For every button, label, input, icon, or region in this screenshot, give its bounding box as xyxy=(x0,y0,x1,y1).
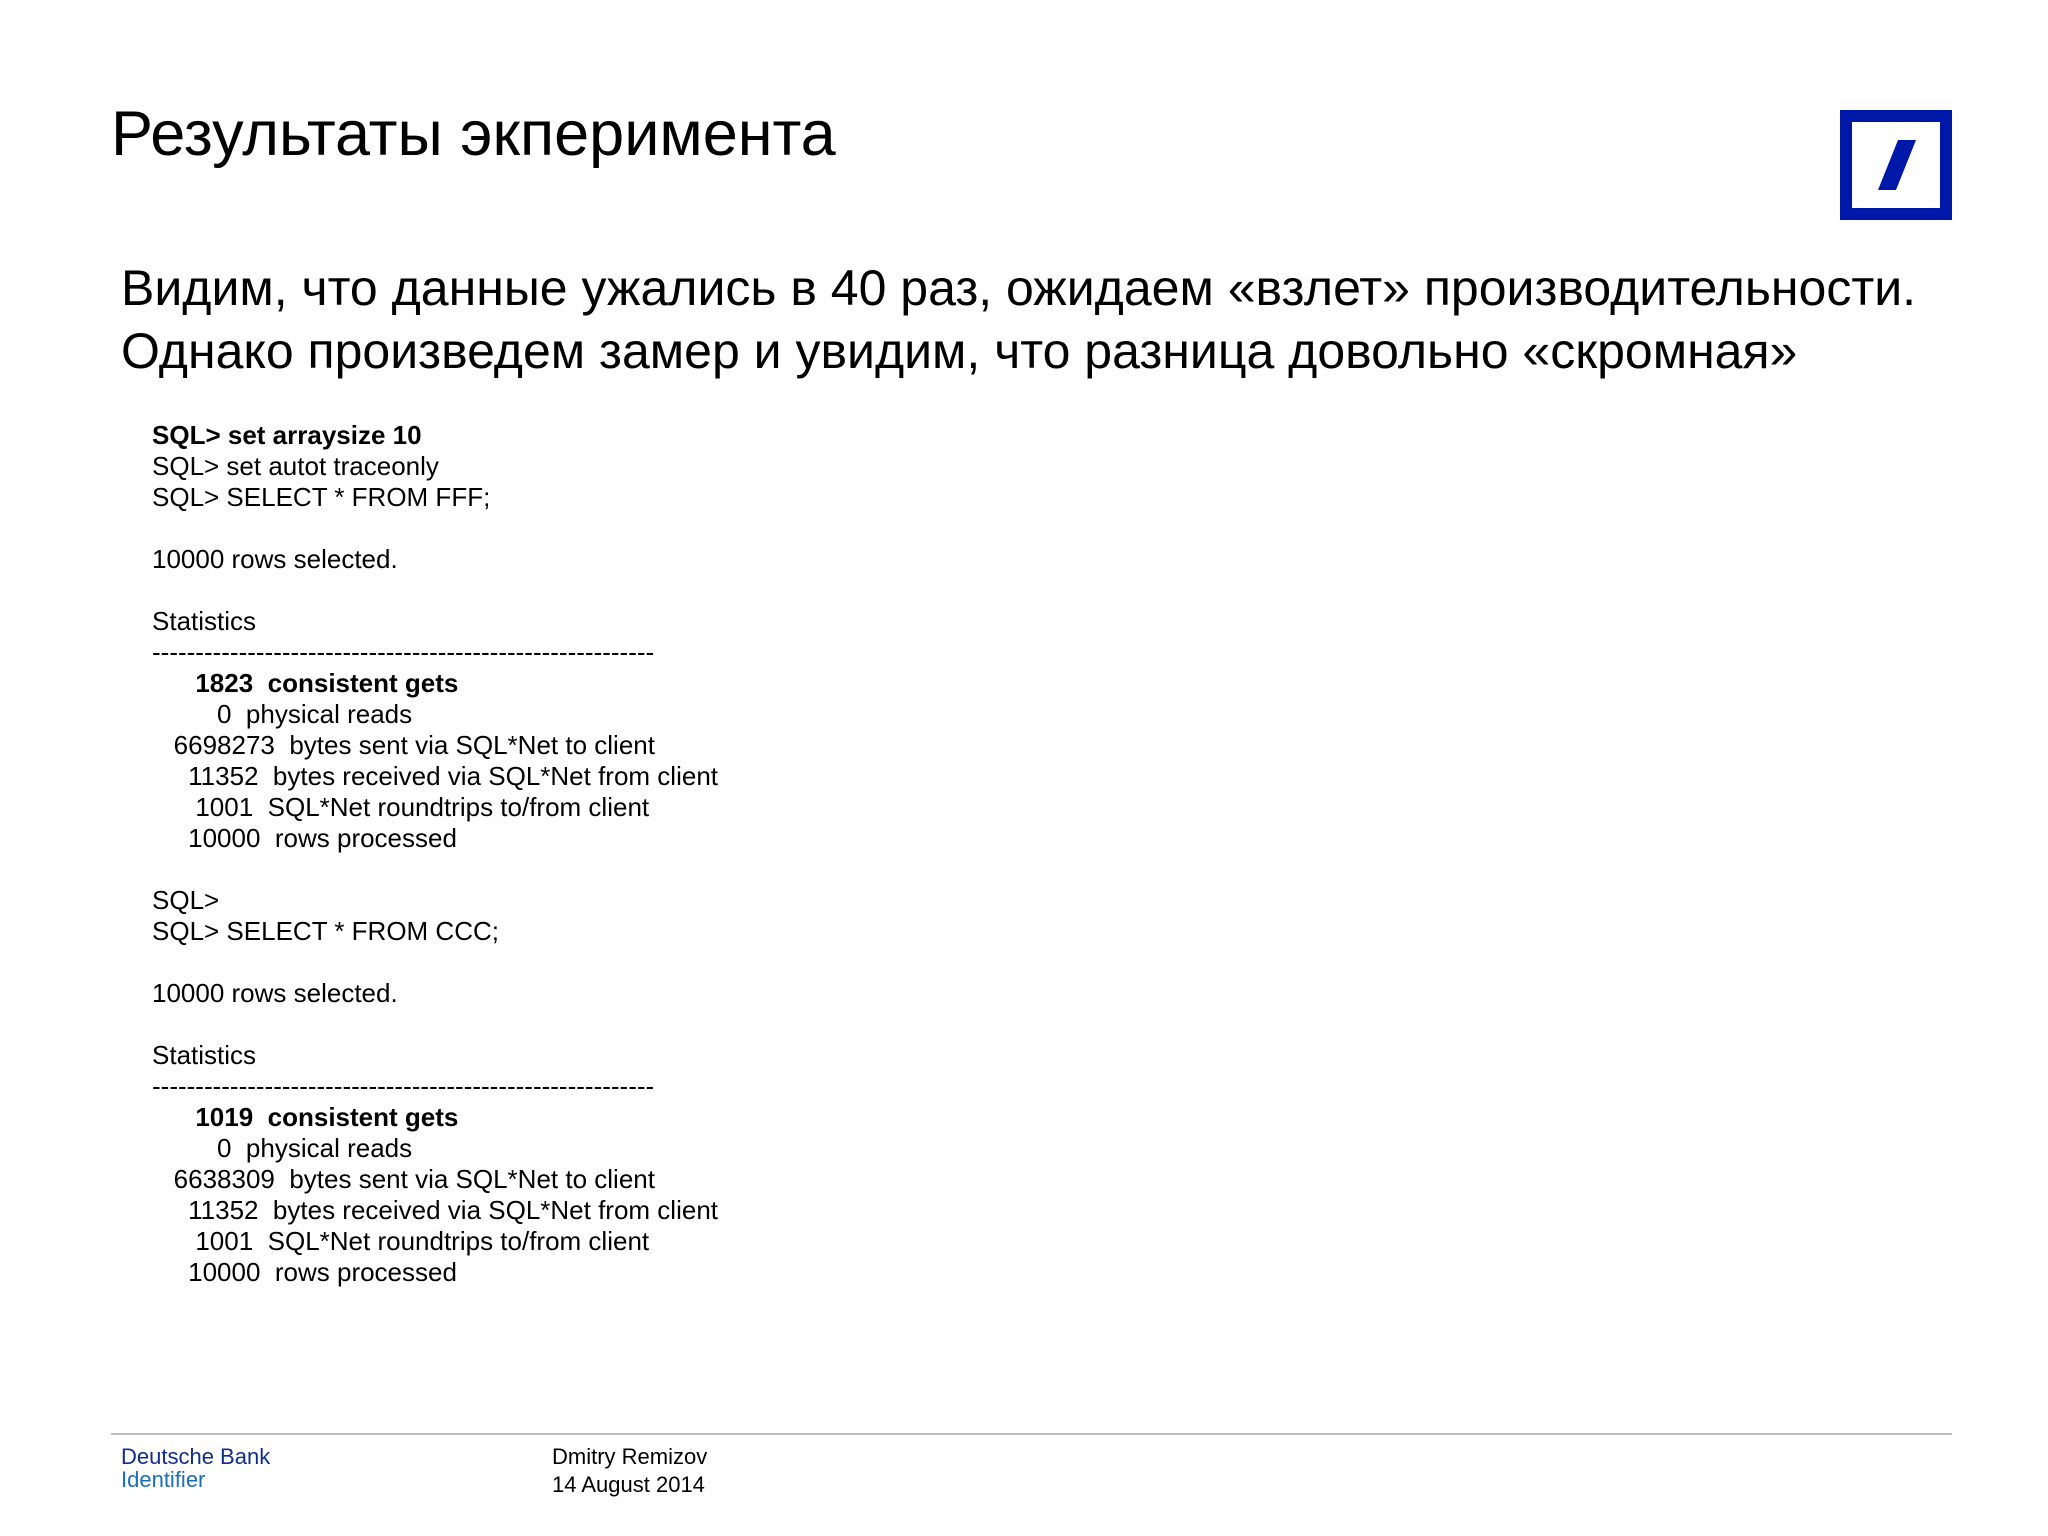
code-line: SQL> SELECT * FROM FFF; xyxy=(152,482,491,512)
code-line xyxy=(152,947,718,978)
footer-author: Dmitry Remizov xyxy=(552,1444,708,1469)
code-line xyxy=(152,513,718,544)
deutsche-bank-logo-icon xyxy=(1840,110,1952,220)
code-line: SQL> set arraysize 10 xyxy=(152,420,422,450)
code-line: Statistics xyxy=(152,1040,257,1070)
slide-subtitle xyxy=(121,257,2021,383)
footer-bank-block xyxy=(121,1445,270,1491)
code-line: ---------------------------------------------------------- xyxy=(152,637,655,667)
code-line xyxy=(152,1009,718,1040)
code-line: 10000 rows processed xyxy=(152,1257,457,1287)
code-line: 1823 consistent gets xyxy=(152,668,459,698)
code-line: SQL> set autot traceonly xyxy=(152,451,439,481)
code-line: 11352 bytes received via SQL*Net from client xyxy=(152,761,719,791)
code-line: ---------------------------------------------------------- xyxy=(152,1071,655,1101)
code-line: 1001 SQL*Net roundtrips to/from client xyxy=(152,1226,650,1256)
code-line xyxy=(152,854,718,885)
logo-slash-icon xyxy=(1852,122,1940,208)
slide-title: Результаты экперимента xyxy=(111,99,836,169)
code-line: 10000 rows selected. xyxy=(152,978,398,1008)
footer-identifier: Identifier xyxy=(121,1467,206,1492)
code-line: 11352 bytes received via SQL*Net from client xyxy=(152,1195,719,1225)
code-line: 10000 rows selected. xyxy=(152,544,398,574)
code-line: 6698273 bytes sent via SQL*Net to client xyxy=(152,730,655,760)
code-line: 0 physical reads xyxy=(152,699,413,729)
footer-author-block xyxy=(552,1443,707,1499)
footer-bank-name: Deutsche Bank xyxy=(121,1444,271,1469)
code-line xyxy=(152,575,718,606)
code-line: 0 physical reads xyxy=(152,1133,413,1163)
subtitle-line-2: Однако произведем замер и увидим, что разница довольно «скромная» xyxy=(121,323,1798,379)
code-line: 6638309 bytes sent via SQL*Net to client xyxy=(152,1164,655,1194)
code-line: 10000 rows processed xyxy=(152,823,457,853)
code-line: SQL> SELECT * FROM CCC; xyxy=(152,916,499,946)
code-line: Statistics xyxy=(152,606,257,636)
code-line: SQL> xyxy=(152,885,220,915)
code-line: 1001 SQL*Net roundtrips to/from client xyxy=(152,792,650,822)
footer-divider xyxy=(111,1433,1952,1435)
sql-output-block xyxy=(152,420,718,1288)
code-line: 1019 consistent gets xyxy=(152,1102,459,1132)
footer-date: 14 August 2014 xyxy=(552,1472,705,1497)
subtitle-line-1: Видим, что данные ужались в 40 раз, ожидаем «взлет» производительности. xyxy=(121,260,1917,316)
